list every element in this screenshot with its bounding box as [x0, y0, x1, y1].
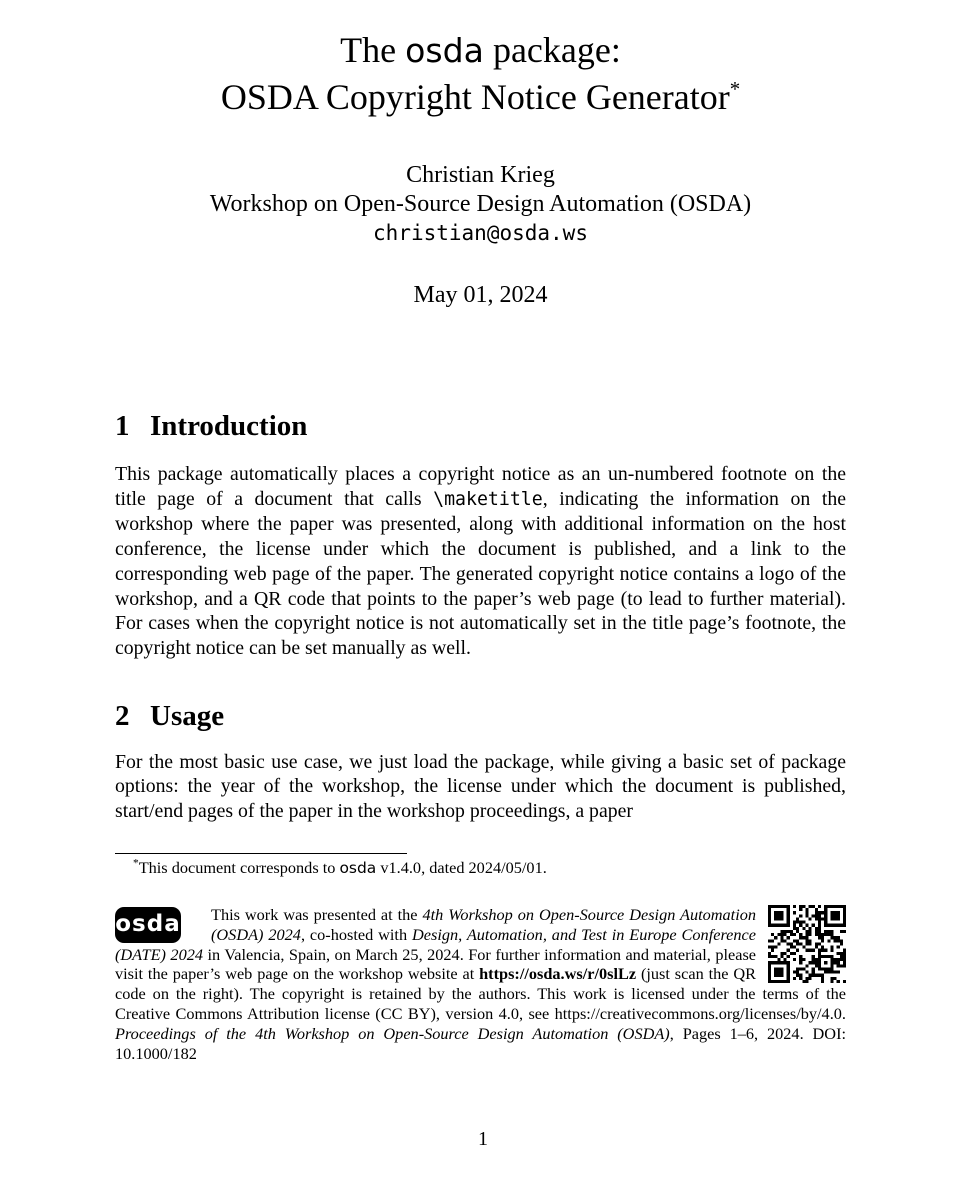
section-1-number: 1	[115, 410, 130, 442]
section-1-text-pre: This package automatically places a copyright notice as an un-numbered footnote on the title page of a document that calls	[115, 463, 846, 510]
section-2-number: 2	[115, 699, 130, 732]
footer-block	[115, 853, 846, 1063]
paper-title	[115, 0, 846, 121]
osda-logo-text: osda	[115, 911, 181, 937]
notice-seg-10: , Pages 1–6, 2024. DOI: 10.1000/182	[115, 1023, 847, 1063]
notice-seg-8: .	[841, 1003, 846, 1023]
section-1-heading	[115, 408, 846, 444]
footnote-text-pre: This document corresponds to	[138, 858, 340, 877]
notice-workshop-name: 4th Workshop on Open-Source Design Automation (OSDA) 2024	[211, 905, 756, 944]
page-number: 1	[478, 1128, 488, 1150]
section-1-text-post: , indicating the information on the workshop where the paper was presented, along with additional information on the host conference, the license under which the document is published, and a link to the corresponding web page of the paper. The generated copyright notice contains a logo of the workshop, and a QR code that points to the paper’s web page (to lead to further material). For cases when the copyright notice is not automatically set in the title page’s footnote, the copyright notice can be set manually as well.	[115, 487, 846, 659]
author-email: christian@osda.ws	[373, 221, 588, 245]
title-line-1	[115, 27, 846, 74]
section-2-paragraph: For the most basic use case, we just load the package, while giving a basic set of package options: the year of the workshop, the license under which the document is published, start/end pages of the paper in the workshop proceedings, a paper	[115, 750, 846, 823]
title-line1-pre: The	[340, 30, 406, 70]
qr-code-icon	[768, 905, 846, 983]
title-footnote-marker: *	[729, 77, 741, 101]
osda-logo	[115, 907, 181, 943]
paper-date: May 01, 2024	[413, 282, 548, 308]
copyright-notice	[115, 905, 846, 1063]
section-2-heading	[115, 698, 846, 734]
notice-seg-6: (just scan the QR code on the right). The copyright is retained by the authors. This work is licensed under the terms of the Creative Commons Attribution license (CC BY), version 4.0, see	[115, 964, 846, 1023]
title-line2-text: OSDA Copyright Notice Generator	[220, 77, 730, 117]
section-1-title: Introduction	[150, 410, 308, 442]
inline-code-maketitle: \maketitle	[433, 488, 543, 510]
footnote-package-name: osda	[339, 859, 377, 877]
paper-web-page-link[interactable]: https://osda.ws/r/0slLz	[479, 964, 637, 984]
notice-seg-2: , co-hosted with	[300, 924, 413, 944]
footnote-marker: *	[133, 857, 139, 870]
section-1-paragraph	[115, 462, 846, 661]
notice-conference-name: Design, Automation, and Test in Europe Conference (DATE) 2024	[115, 924, 756, 964]
author-name: Christian Krieg	[406, 162, 555, 188]
title-line1-post: package:	[483, 30, 621, 70]
author-block	[115, 161, 846, 248]
section-2-title: Usage	[150, 699, 225, 732]
footnote-text-post: v1.4.0, dated 2024/05/01.	[376, 858, 547, 877]
cc-license-link[interactable]: https://creativecommons.org/licenses/by/4.0	[554, 1003, 842, 1023]
footnote-rule	[115, 853, 407, 854]
author-affiliation: Workshop on Open-Source Design Automation (OSDA)	[209, 191, 752, 217]
title-line-2	[115, 74, 846, 121]
notice-seg-0: This work was presented at the	[211, 905, 423, 924]
title-package-name: osda	[405, 31, 484, 70]
notice-proceedings-name: Proceedings of the 4th Workshop on Open-Source Design Automation (OSDA)	[115, 1023, 670, 1043]
notice-seg-4: in Valencia, Spain, on March 25, 2024. For further information and material, please visit the paper’s web page on the workshop website at	[115, 944, 757, 984]
title-footnote	[115, 858, 846, 878]
